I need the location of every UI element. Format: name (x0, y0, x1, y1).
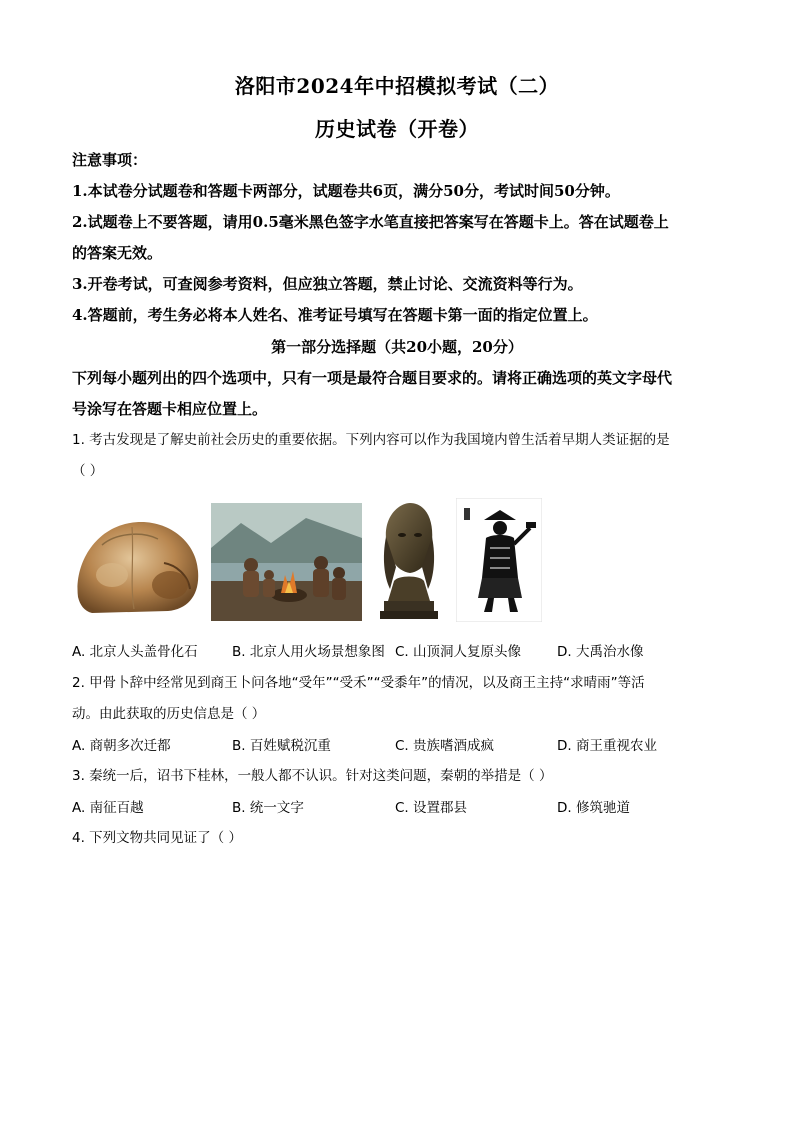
question-3-stem: 3. 秦统一后，诏书下桂林，一般人都不认识。针对这类问题，秦朝的举措是（ ） (72, 768, 553, 784)
section-instruction-2: 号涂写在答题卡相应位置上。 (72, 400, 268, 418)
question-1-options (72, 640, 732, 662)
bust-image (372, 497, 446, 621)
question-1-stem-cont: （ ） (72, 463, 104, 479)
notice-item-1: 1.本试卷分试题卷和答题卡两部分，试题卷共6页，满分50分，考试时间50分钟。 (72, 182, 620, 200)
exam-title: 洛阳市2024年中招模拟考试（二） (234, 74, 560, 98)
notice-item-4: 4.答题前，考生务必将本人姓名、准考证号填写在答题卡第一面的指定位置上。 (72, 306, 598, 324)
notice-item-3: 3.开卷考试，可查阅参考资料，但应独立答题，禁止讨论、交流资料等行为。 (72, 275, 583, 293)
question-2-stem: 2. 甲骨卜辞中经常见到商王卜问各地“受年”“受禾”“受黍年”的情况，以及商王主持“求晴雨”等活 (72, 675, 645, 691)
question-2-option-b[interactable]: B. 百姓赋税沉重 (232, 738, 331, 754)
question-2-options (72, 734, 732, 756)
question-2-option-d[interactable]: D. 商王重视农业 (557, 738, 657, 754)
question-3-options (72, 796, 732, 818)
question-1-option-d[interactable]: D. 大禹治水像 (557, 644, 644, 660)
question-1-option-c[interactable]: C. 山顶洞人复原头像 (395, 644, 522, 660)
notice-heading: 注意事项： (72, 151, 148, 169)
section-title: 第一部分选择题（共20小题，20分） (271, 338, 523, 356)
notice-item-2-cont: 的答案无效。 (72, 244, 163, 262)
question-3-option-b[interactable]: B. 统一文字 (232, 800, 304, 816)
yu-figure-image (456, 498, 542, 622)
question-2-option-a[interactable]: A. 商朝多次迁都 (72, 738, 171, 754)
question-3-option-d[interactable]: D. 修筑驰道 (557, 800, 630, 816)
section-instruction-1: 下列每小题列出的四个选项中，只有一项是最符合题目要求的。请将正确选项的英文字母代 (72, 369, 673, 387)
fire-scene-image (211, 503, 362, 621)
skull-fossil-image (72, 505, 202, 623)
notice-item-2: 2.试题卷上不要答题，请用0.5毫米黑色签字水笔直接把答案写在答题卡上。答在试题卷上 (72, 213, 669, 231)
question-2-stem-cont: 动。由此获取的历史信息是（ ） (72, 706, 266, 722)
question-3-option-a[interactable]: A. 南征百越 (72, 800, 144, 816)
exam-subtitle: 历史试卷（开卷） (315, 117, 479, 141)
question-1-option-a[interactable]: A. 北京人头盖骨化石 (72, 644, 198, 660)
question-2-option-c[interactable]: C. 贵族嗜酒成疯 (395, 738, 495, 754)
question-1-stem: 1. 考古发现是了解史前社会历史的重要依据。下列内容可以作为我国境内曾生活着早期人类证据的是 (72, 432, 670, 448)
question-3-option-c[interactable]: C. 设置郡县 (395, 800, 468, 816)
question-1-option-b[interactable]: B. 北京人用火场景想象图 (232, 644, 385, 660)
question-4-stem: 4. 下列文物共同见证了（ ） (72, 830, 242, 846)
